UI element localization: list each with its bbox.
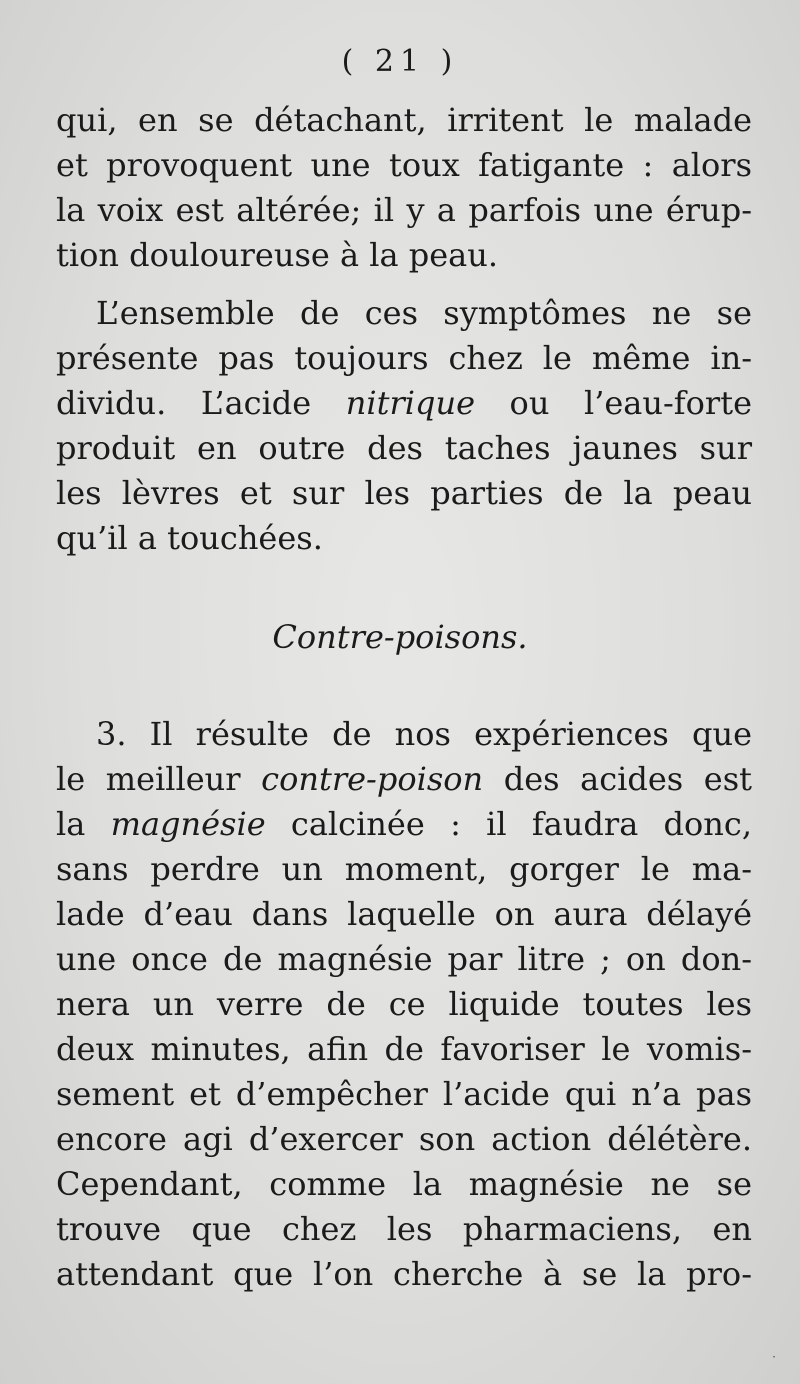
text-line: nera un verre de ce liquide toutes les [56,985,752,1023]
text-line: Cependant, comme la magnésie ne se [56,1165,752,1203]
paragraph-1 [56,98,752,278]
text-line: la voix est altérée; il y a parfois une érup- [56,191,752,229]
text-line: tion douloureuse à la peau. [56,236,498,274]
text-line: L’ensemble de ces symptômes ne se [96,294,752,332]
page-number: ( 21 ) [341,44,459,79]
text-line: les lèvres et sur les parties de la peau [56,474,752,512]
text-line: qu’il a touchées. [56,519,323,557]
page-corner-mark: · [772,1350,776,1364]
text-line: attendant que l’on cherche à se la pro- [56,1255,752,1293]
section-heading: Contre-poisons. [272,618,528,656]
text-line: encore agi d’exercer son action délétère. [56,1120,752,1158]
paragraph-3 [56,712,752,1297]
text-line: une once de magnésie par litre ; on don- [56,940,752,978]
text-line: 3. Il résulte de nos expériences que [96,715,752,753]
text-line: le meilleur contre-poison des acides est [56,760,753,798]
text-line: lade d’eau dans laquelle on aura délayé [56,895,752,933]
text-line: sans perdre un moment, gorger le ma- [56,850,752,888]
paragraph-2 [56,291,752,561]
text-line: dividu. L’acide nitrique ou l’eau-forte [56,384,753,422]
text-line: et provoquent une toux fatigante : alors [56,146,752,184]
text-line: présente pas toujours chez le même in- [56,339,752,377]
text-line: la magnésie calcinée : il faudra donc, [56,805,753,843]
text-line: deux minutes, afin de favoriser le vomis- [56,1030,752,1068]
text-line: trouve que chez les pharmaciens, en [56,1210,752,1248]
text-line: qui, en se détachant, irritent le malade [56,101,752,139]
text-line: produit en outre des taches jaunes sur [56,429,752,467]
text-line: sement et d’empêcher l’acide qui n’a pas [56,1075,752,1113]
